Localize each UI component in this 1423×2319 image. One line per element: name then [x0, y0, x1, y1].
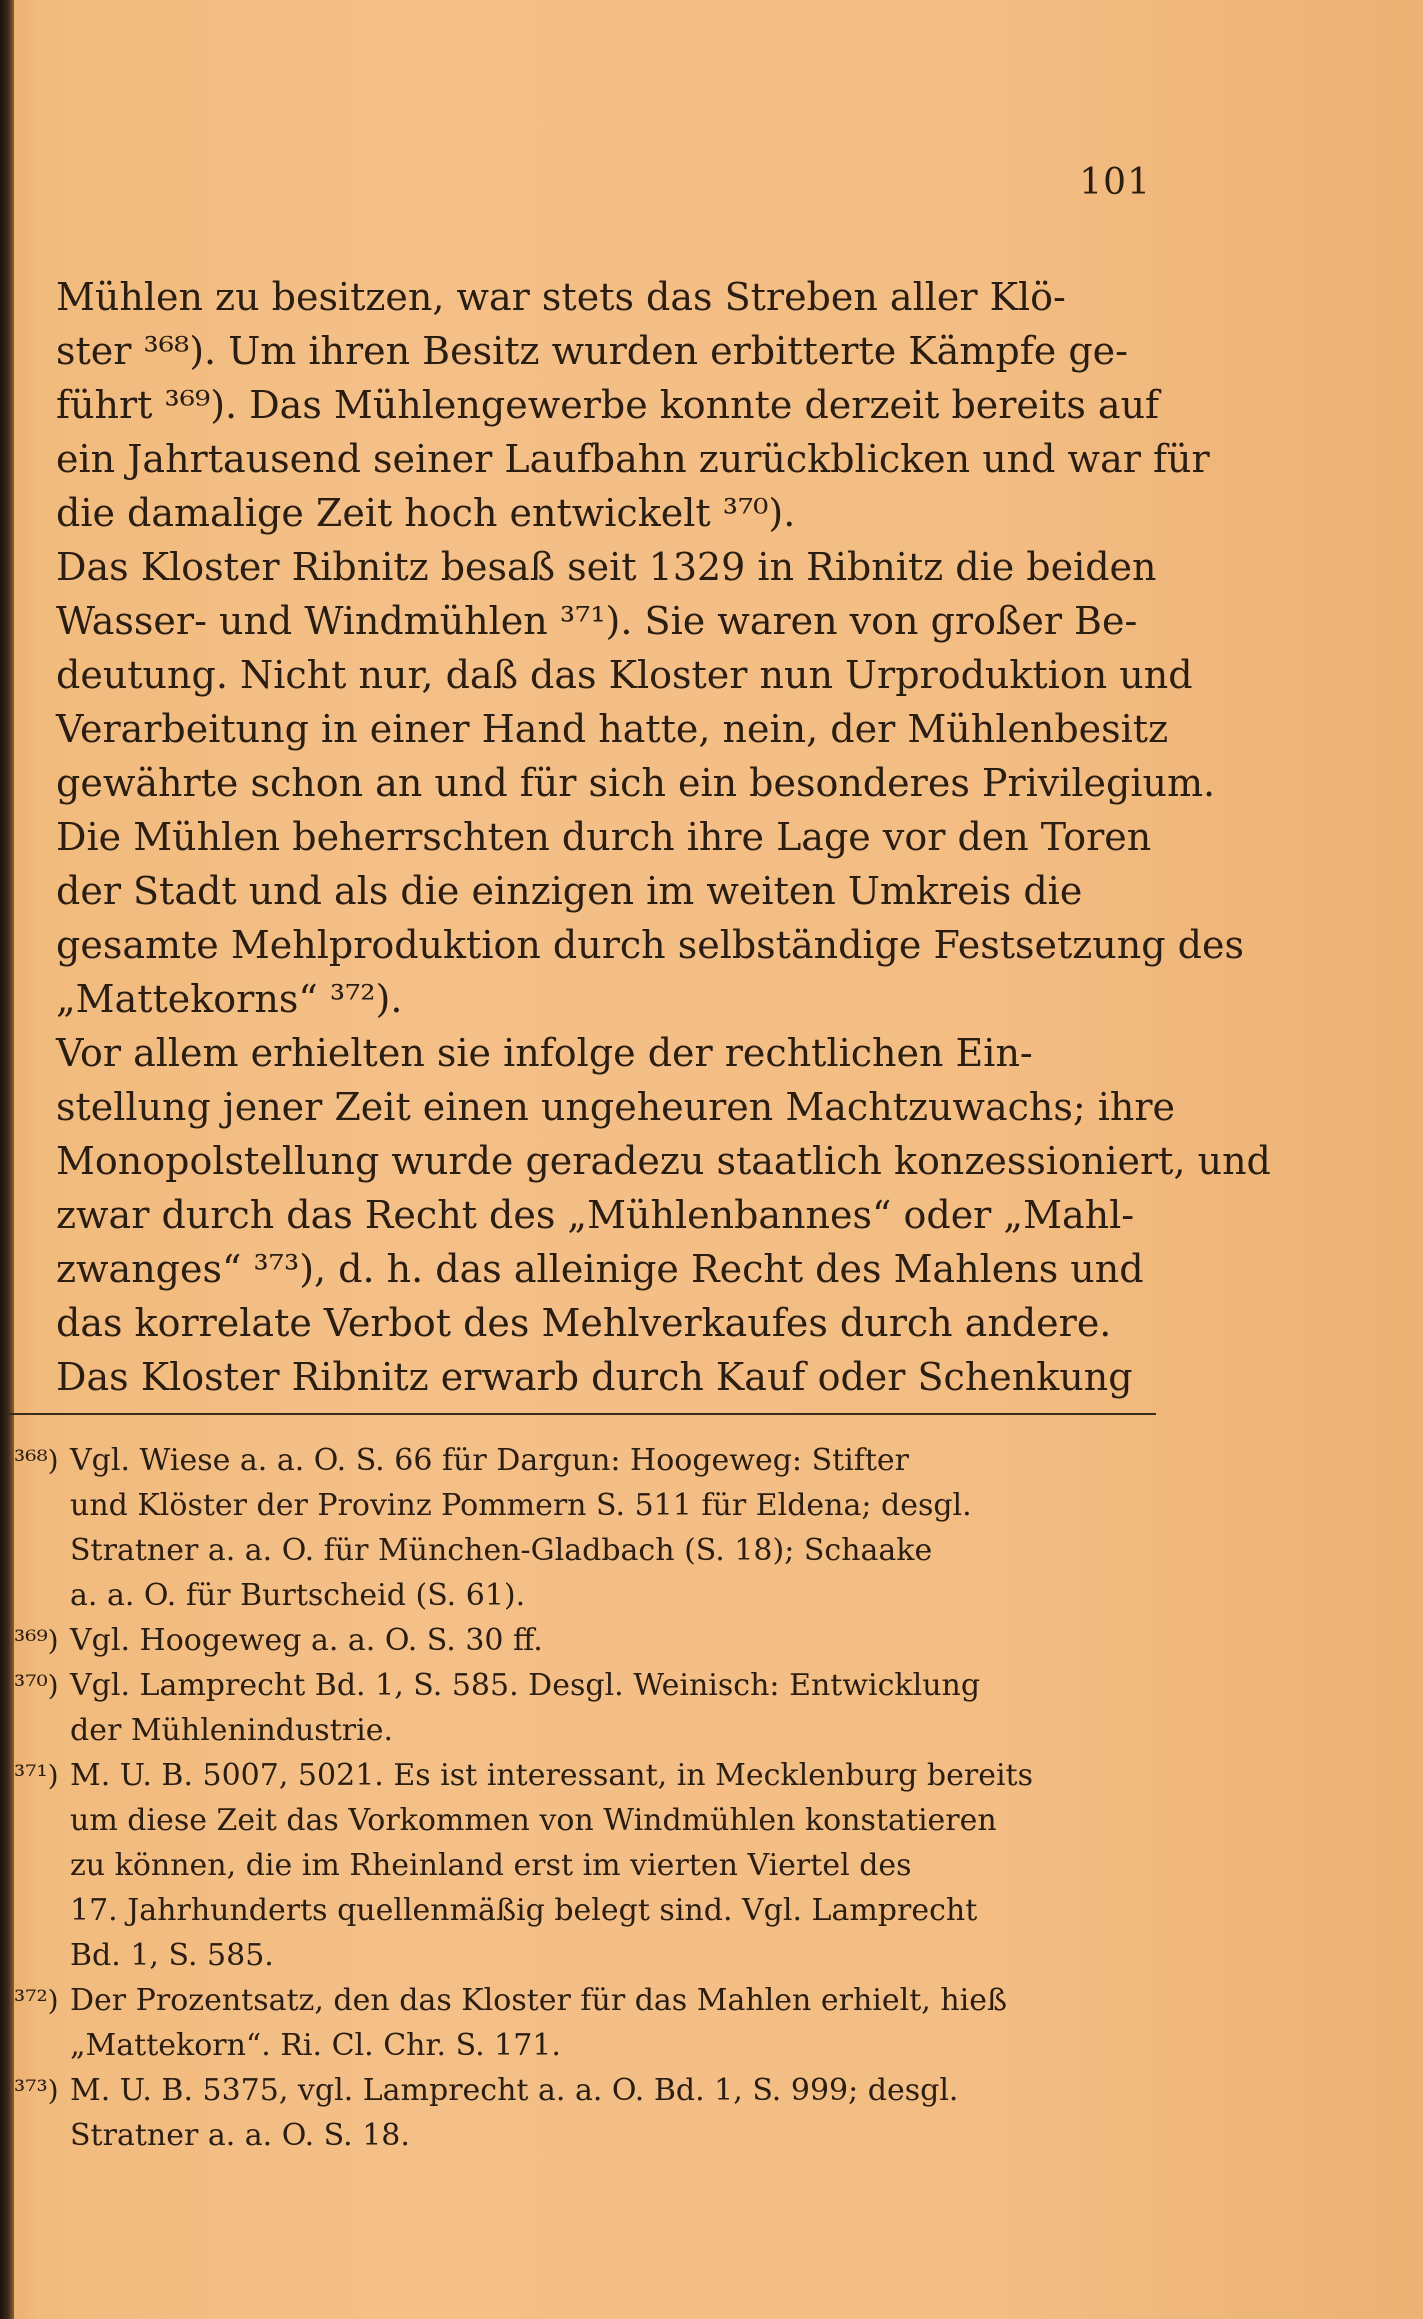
footnote-text: „Mattekorn“. Ri. Cl. Chr. S. 171. — [70, 2028, 561, 2063]
footnote-line — [14, 1888, 1164, 1933]
text-line: deutung. Nicht nur, daß das Kloster nun Urproduktion und — [56, 653, 1193, 697]
text-line: Die Mühlen beherrschten durch ihre Lage vor den Toren — [56, 815, 1152, 859]
text-line: Monopolstellung wurde geradezu staatlich konzessioniert, und — [56, 1139, 1271, 1183]
text-line: stellung jener Zeit einen ungeheuren Machtzuwachs; ihre — [56, 1085, 1176, 1129]
text-line: gesamte Mehlproduktion durch selbständige Festsetzung des — [56, 923, 1244, 967]
text-line: Das Kloster Ribnitz erwarb durch Kauf oder Schenkung — [56, 1355, 1133, 1399]
footnote-text: Stratner a. a. O. für München-Gladbach (S. 18); Schaake — [70, 1533, 933, 1568]
footnote-text: M. U. B. 5007, 5021. Es ist interessant, in Mecklenburg bereits — [70, 1758, 1033, 1793]
footnote-line — [14, 1528, 1164, 1573]
footnote-line — [14, 2023, 1164, 2068]
footnote-line — [14, 1483, 1164, 1528]
text-line: Wasser- und Windmühlen ³⁷¹). Sie waren von großer Be- — [56, 599, 1138, 643]
footnote-373 — [14, 2068, 1164, 2113]
footnote-369 — [14, 1618, 1164, 1663]
footnote-text: 17. Jahrhunderts quellenmäßig belegt sind. Vgl. Lamprecht — [70, 1893, 978, 1928]
footnotes — [14, 1438, 1164, 2158]
footnote-mark: ³⁷⁰) — [14, 1669, 59, 1702]
footnote-mark: ³⁷¹) — [14, 1759, 59, 1792]
footnote-text: M. U. B. 5375, vgl. Lamprecht a. a. O. Bd. 1, S. 999; desgl. — [70, 2073, 959, 2108]
footnote-mark: ³⁷²) — [14, 1984, 59, 2017]
footnote-text: Vgl. Wiese a. a. O. S. 66 für Dargun: Hoogeweg: Stifter — [70, 1443, 910, 1478]
text-line: Das Kloster Ribnitz besaß seit 1329 in Ribnitz die beiden — [56, 545, 1157, 589]
text-line: gewährte schon an und für sich ein besonderes Privilegium. — [56, 761, 1216, 805]
footnote-line — [14, 2113, 1164, 2158]
text-line: Mühlen zu besitzen, war stets das Streben aller Klö- — [56, 275, 1066, 319]
text-line: Verarbeitung in einer Hand hatte, nein, der Mühlenbesitz — [56, 707, 1169, 751]
footnote-line — [14, 1933, 1164, 1978]
footnote-text: um diese Zeit das Vorkommen von Windmühlen konstatieren — [70, 1803, 997, 1838]
text-line: Vor allem erhielten sie infolge der rechtlichen Ein- — [56, 1031, 1033, 1075]
text-line: zwar durch das Recht des „Mühlenbannes“ oder „Mahl- — [56, 1193, 1135, 1237]
text-line: der Stadt und als die einzigen im weiten Umkreis die — [56, 869, 1083, 913]
footnote-text: Stratner a. a. O. S. 18. — [70, 2118, 410, 2153]
text-line: ein Jahrtausend seiner Laufbahn zurückblicken und war für — [56, 437, 1210, 481]
footnote-line — [14, 1708, 1164, 1753]
main-text — [56, 270, 1271, 1404]
footnote-line — [14, 1573, 1164, 1618]
page-number: 101 — [1079, 162, 1151, 203]
footnote-text: Vgl. Lamprecht Bd. 1, S. 585. Desgl. Weinisch: Entwicklung — [70, 1668, 981, 1703]
footnote-text: Der Prozentsatz, den das Kloster für das Mahlen erhielt, hieß — [70, 1983, 1008, 2018]
text-line: zwanges“ ³⁷³), d. h. das alleinige Recht des Mahlens und — [56, 1247, 1144, 1291]
footnote-line — [14, 1798, 1164, 1843]
footnote-text: Bd. 1, S. 585. — [70, 1938, 274, 1973]
footnote-mark: ³⁶⁹) — [14, 1624, 59, 1657]
footnote-372 — [14, 1978, 1164, 2023]
footnote-text: der Mühlenindustrie. — [70, 1713, 393, 1748]
footnote-text: zu können, die im Rheinland erst im vierten Viertel des — [70, 1848, 912, 1883]
text-line: die damalige Zeit hoch entwickelt ³⁷⁰). — [56, 491, 796, 535]
text-line: „Mattekorns“ ³⁷²). — [56, 977, 403, 1021]
page-binding-shadow — [0, 0, 14, 2319]
text-line: ster ³⁶⁸). Um ihren Besitz wurden erbitterte Kämpfe ge- — [56, 329, 1128, 373]
text-line: das korrelate Verbot des Mehlverkaufes durch andere. — [56, 1301, 1112, 1345]
footnote-separator — [8, 1413, 1156, 1415]
footnote-371 — [14, 1753, 1164, 1798]
footnote-370 — [14, 1663, 1164, 1708]
footnote-368 — [14, 1438, 1164, 1483]
footnote-mark: ³⁶⁸) — [14, 1444, 59, 1477]
footnote-mark: ³⁷³) — [14, 2074, 59, 2107]
footnote-text: Vgl. Hoogeweg a. a. O. S. 30 ff. — [70, 1623, 543, 1658]
text-line: führt ³⁶⁹). Das Mühlengewerbe konnte derzeit bereits auf — [56, 383, 1160, 427]
footnote-line — [14, 1843, 1164, 1888]
footnote-text: a. a. O. für Burtscheid (S. 61). — [70, 1578, 526, 1613]
footnote-text: und Klöster der Provinz Pommern S. 511 für Eldena; desgl. — [70, 1488, 972, 1523]
